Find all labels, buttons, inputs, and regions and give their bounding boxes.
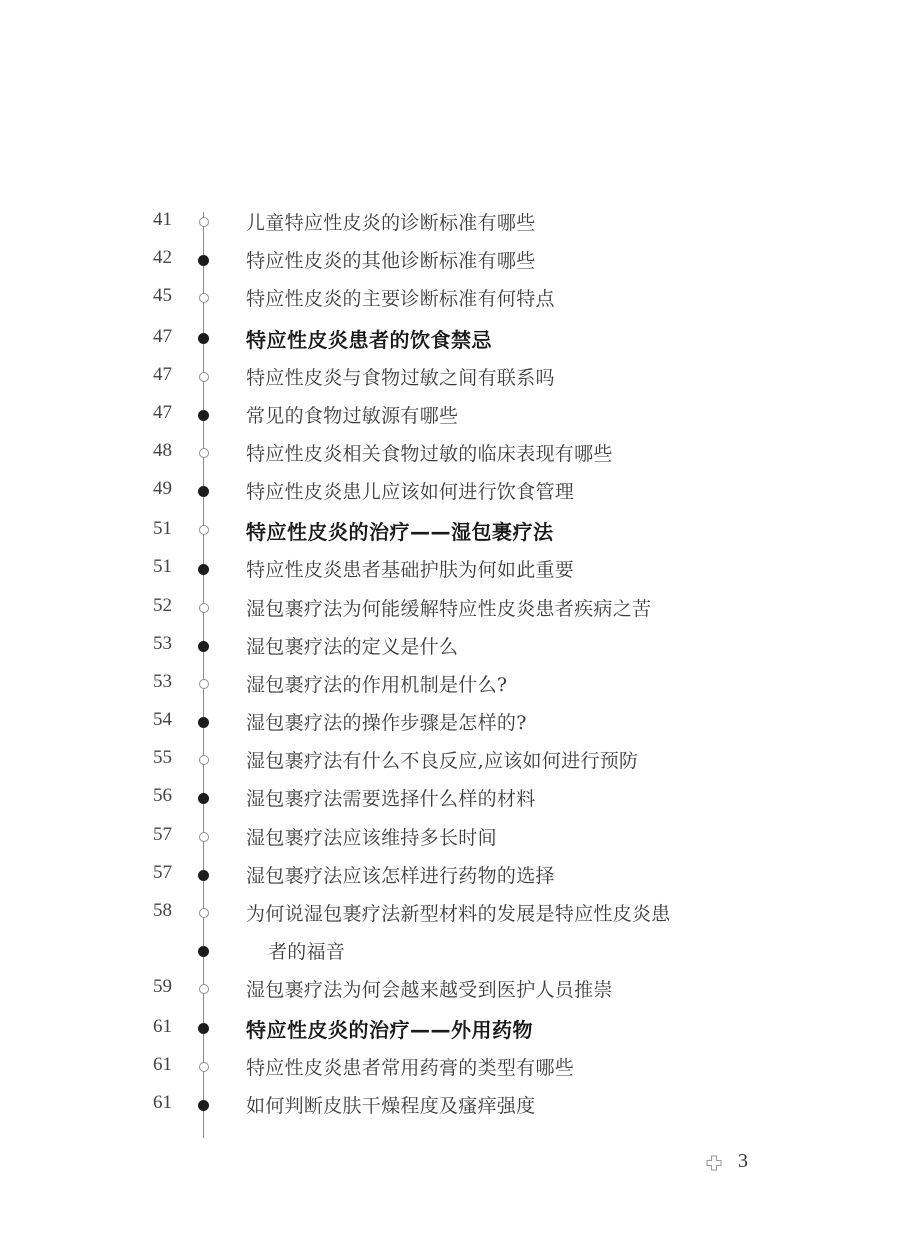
- toc-entry-title: 特应性皮炎的治疗——湿包裹疗法: [246, 520, 554, 545]
- page-number: 3: [738, 1150, 748, 1172]
- filled-dot-icon: [198, 333, 209, 344]
- toc-page-number: 45: [153, 285, 172, 307]
- hollow-dot-icon: [199, 832, 209, 842]
- toc-entry-title: 湿包裹疗法的操作步骤是怎样的?: [246, 712, 527, 735]
- hollow-dot-icon: [199, 448, 209, 458]
- toc-entry-title: 湿包裹疗法为何会越来越受到医护人员推崇: [246, 978, 613, 1001]
- toc-entry: [0, 241, 900, 279]
- toc-page-number: 42: [153, 247, 172, 269]
- toc-page-number: 55: [153, 747, 172, 769]
- toc-chapter-heading: [0, 510, 900, 550]
- toc-entry: [0, 818, 900, 856]
- toc-entry-title: 湿包裹疗法的作用机制是什么?: [246, 673, 508, 696]
- toc-entry-title: 者的福音: [268, 941, 346, 964]
- toc-entry-title: 湿包裹疗法应该维持多长时间: [246, 826, 497, 849]
- toc-entry: [0, 358, 900, 396]
- filled-dot-icon: [198, 564, 209, 575]
- toc-entry: [0, 970, 900, 1008]
- toc-entry: [0, 856, 900, 894]
- toc-entry: [0, 741, 900, 779]
- toc-entry: [0, 279, 900, 317]
- filled-dot-icon: [198, 793, 209, 804]
- toc-entry-title: 特应性皮炎的治疗——外用药物: [246, 1017, 533, 1042]
- toc-page-number: 56: [153, 785, 172, 807]
- hollow-dot-icon: [199, 372, 209, 382]
- toc-entry-title: 特应性皮炎相关食物过敏的临床表现有哪些: [246, 442, 613, 465]
- hollow-dot-icon: [199, 217, 209, 227]
- toc-entry-title: 特应性皮炎的主要诊断标准有何特点: [246, 288, 555, 311]
- toc-page-number: 61: [153, 1015, 172, 1037]
- filled-dot-icon: [198, 870, 209, 881]
- toc-entry-title: 特应性皮炎与食物过敏之间有联系吗: [246, 366, 555, 389]
- toc-entry: [0, 779, 900, 817]
- toc-entry: [0, 396, 900, 434]
- toc-entry: [0, 894, 900, 932]
- filled-dot-icon: [198, 717, 209, 728]
- filled-dot-icon: [198, 641, 209, 652]
- toc-page-number: 52: [153, 594, 172, 616]
- toc-entry: [0, 665, 900, 703]
- toc-chapter-heading: [0, 1008, 900, 1048]
- toc-page-number: 53: [153, 670, 172, 692]
- toc-page-number: 49: [153, 478, 172, 500]
- toc-entry: [0, 627, 900, 665]
- toc-entry: [0, 1048, 900, 1086]
- toc-page-number: 61: [153, 1053, 172, 1075]
- toc-entry-title: 特应性皮炎患儿应该如何进行饮食管理: [246, 481, 575, 504]
- toc-entry-title: 特应性皮炎的其他诊断标准有哪些: [246, 250, 536, 273]
- toc-entry: [0, 472, 900, 510]
- toc-page-number: 59: [153, 975, 172, 997]
- cross-outline-icon: [706, 1155, 722, 1171]
- toc-entry-title: 湿包裹疗法有什么不良反应,应该如何进行预防: [246, 750, 639, 773]
- toc-entry: [0, 550, 900, 588]
- toc-entry: [0, 203, 900, 241]
- toc-entry-title: 特应性皮炎患者常用药膏的类型有哪些: [246, 1056, 575, 1079]
- hollow-dot-icon: [199, 755, 209, 765]
- hollow-dot-icon: [199, 525, 209, 535]
- hollow-dot-icon: [199, 679, 209, 689]
- toc-entry-title: 特应性皮炎患者基础护肤为何如此重要: [246, 559, 575, 582]
- toc-page-number: 41: [153, 209, 172, 230]
- toc-entry: [0, 703, 900, 741]
- toc-page-number: 47: [153, 363, 172, 385]
- toc-entry-title: 湿包裹疗法需要选择什么样的材料: [246, 788, 536, 811]
- toc-page-number: 57: [153, 861, 172, 883]
- toc-entry-title: 特应性皮炎患者的饮食禁忌: [246, 327, 492, 352]
- toc-entry: [0, 589, 900, 627]
- toc-page-number: 57: [153, 823, 172, 845]
- hollow-dot-icon: [199, 984, 209, 994]
- toc-entry: [0, 932, 900, 970]
- filled-dot-icon: [198, 946, 209, 957]
- filled-dot-icon: [198, 1023, 209, 1034]
- toc-page-number: 51: [153, 556, 172, 578]
- toc-page-number: 61: [153, 1092, 172, 1114]
- toc-page-number: 58: [153, 900, 172, 921]
- filled-dot-icon: [198, 410, 209, 421]
- toc-entry-title: 湿包裹疗法的定义是什么: [246, 635, 459, 658]
- hollow-dot-icon: [199, 603, 209, 613]
- toc-entry-title: 常见的食物过敏源有哪些: [246, 404, 459, 427]
- toc-chapter-heading: [0, 318, 900, 358]
- toc-page-number: 48: [153, 439, 172, 461]
- hollow-dot-icon: [199, 908, 209, 918]
- toc-page-number: 54: [153, 709, 172, 731]
- toc-page-number: 47: [153, 325, 172, 347]
- toc-page-number: 47: [153, 401, 172, 423]
- toc-page-number: 53: [153, 632, 172, 654]
- hollow-dot-icon: [199, 293, 209, 303]
- toc-entry-title: 儿童特应性皮炎的诊断标准有哪些: [246, 212, 536, 234]
- filled-dot-icon: [198, 486, 209, 497]
- toc-entry-title: 为何说湿包裹疗法新型材料的发展是特应性皮炎患: [246, 903, 671, 925]
- toc-entry-title: 如何判断皮肤干燥程度及瘙痒强度: [246, 1095, 536, 1118]
- filled-dot-icon: [198, 255, 209, 266]
- toc-entry-title: 湿包裹疗法应该怎样进行药物的选择: [246, 864, 555, 887]
- toc-entry-title: 湿包裹疗法为何能缓解特应性皮炎患者疾病之苦: [246, 597, 652, 620]
- toc-entry: [0, 434, 900, 472]
- filled-dot-icon: [198, 1100, 209, 1111]
- toc-entry: [0, 1086, 900, 1124]
- hollow-dot-icon: [199, 1062, 209, 1072]
- table-of-contents: [0, 203, 900, 1124]
- toc-page-number: 51: [153, 518, 172, 540]
